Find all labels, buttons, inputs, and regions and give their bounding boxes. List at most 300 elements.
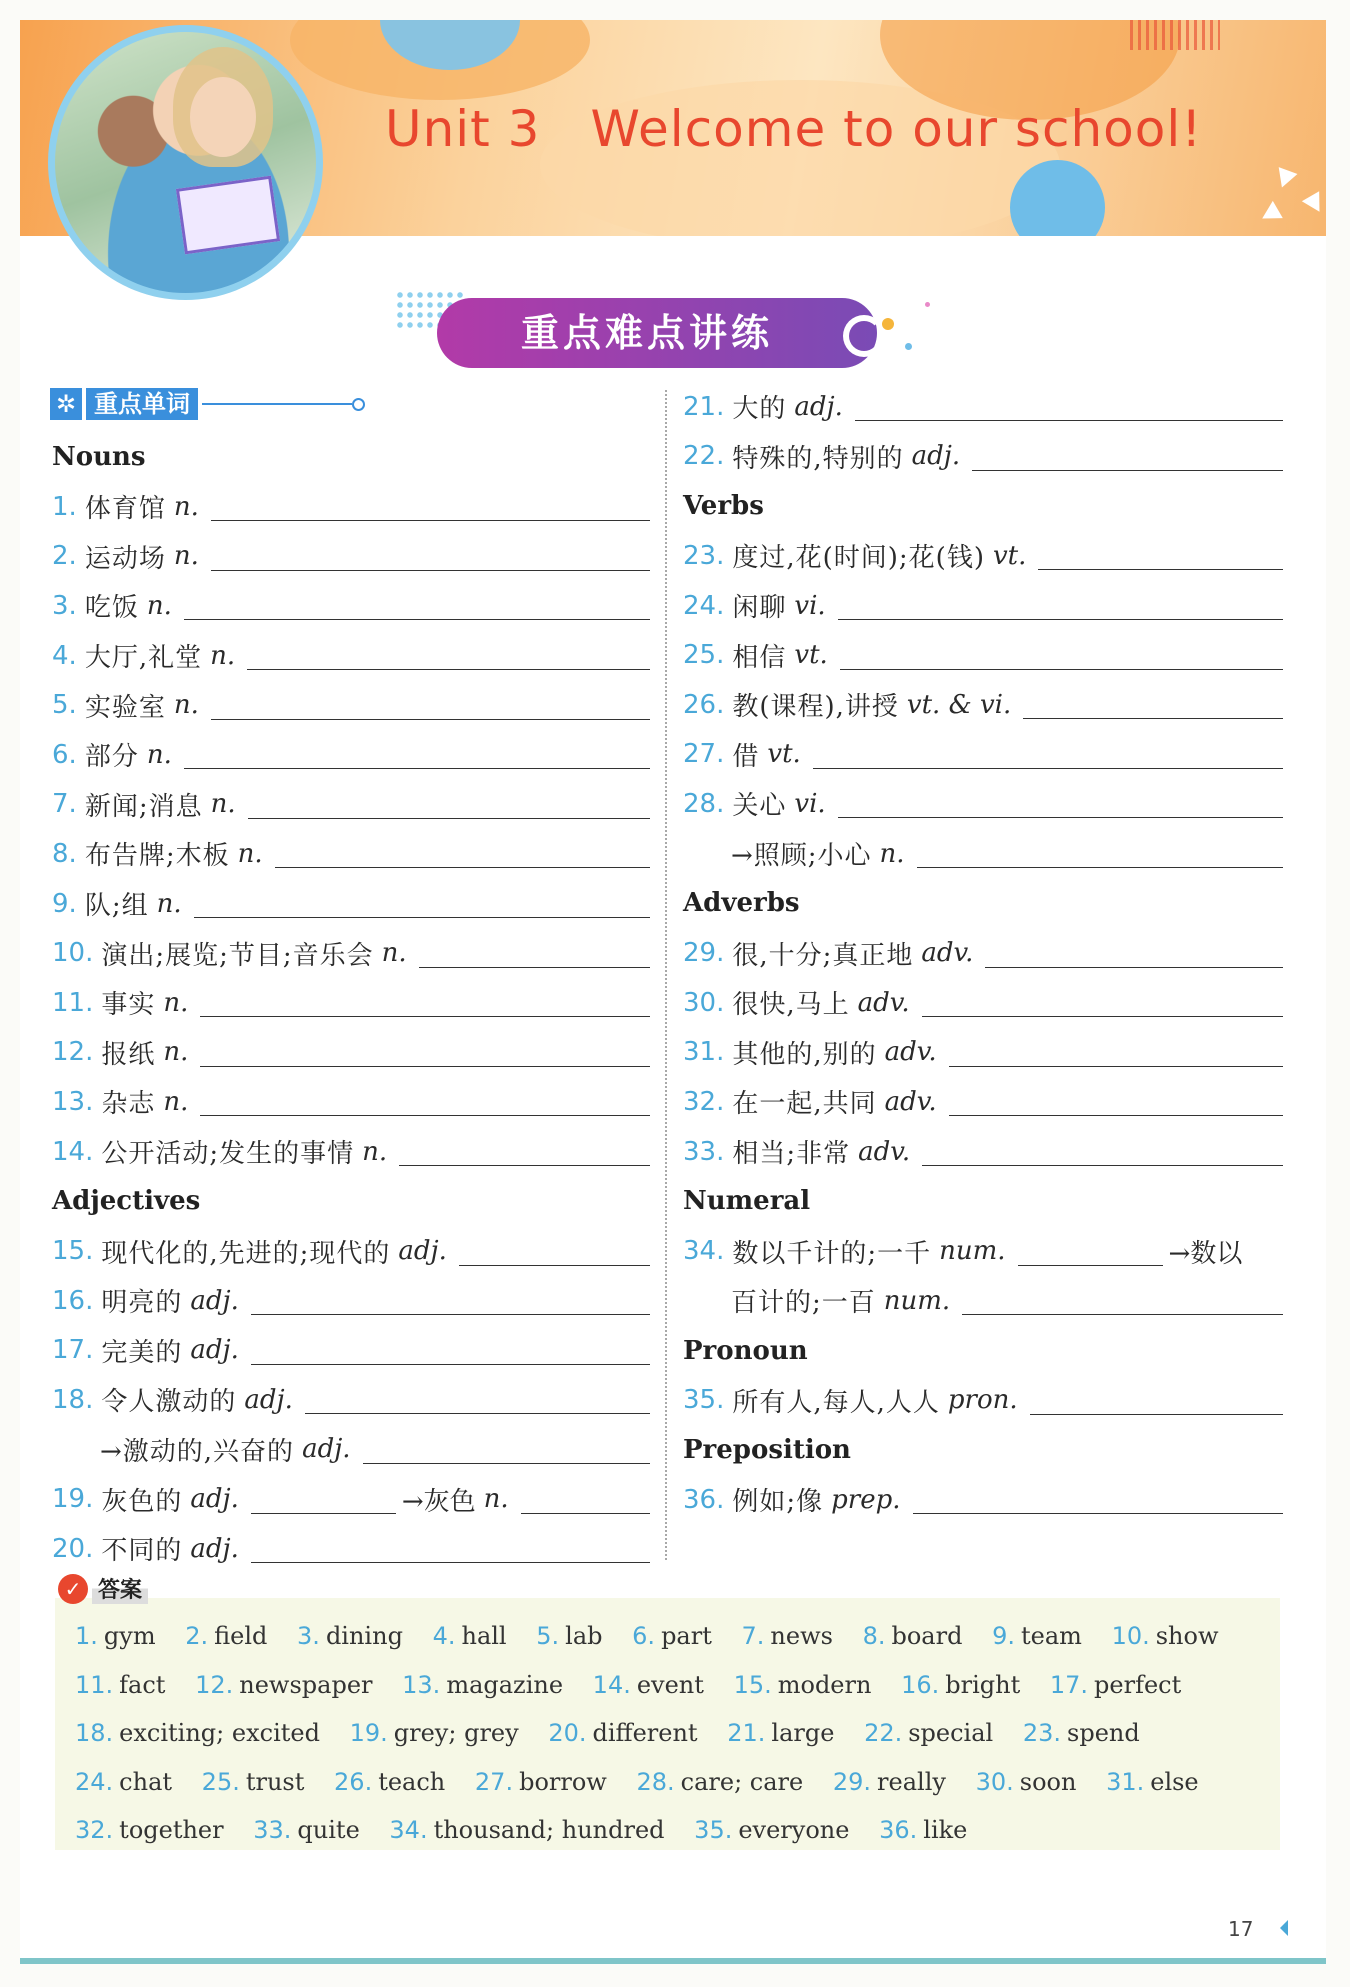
answer-word: exciting; excited [119, 1719, 320, 1747]
answer-entry [475, 1768, 607, 1796]
answer-blank[interactable] [838, 591, 1283, 620]
part-of-speech: adj. [244, 1384, 293, 1415]
answer-blank[interactable] [275, 839, 650, 868]
part-of-speech: n. [163, 1037, 189, 1068]
part-of-speech: n. [483, 1484, 509, 1515]
item-number: 8. [52, 838, 77, 869]
part-of-speech: vt. [794, 640, 828, 671]
item-number: 2. [52, 541, 77, 572]
left-word-list [52, 432, 650, 1573]
chinese-meaning: 教(课程),讲授 [732, 692, 899, 723]
answer-blank[interactable] [251, 1286, 650, 1315]
answer-blank[interactable] [922, 1137, 1283, 1166]
item-number: 7. [52, 789, 77, 820]
vocab-item [52, 829, 650, 879]
part-of-speech: n. [210, 789, 236, 820]
answer-entry [185, 1622, 267, 1650]
vocab-item [683, 779, 1283, 829]
answer-number: 3. [297, 1622, 320, 1650]
answer-word: show [1155, 1622, 1219, 1650]
vocab-item [52, 482, 650, 532]
section-heading: Adjectives [52, 1186, 201, 1217]
item-number: 14. [52, 1136, 94, 1167]
answer-entry [734, 1671, 872, 1699]
answer-blank[interactable] [1023, 690, 1283, 719]
part-of-speech: adv. [857, 987, 910, 1018]
vocab-item [683, 829, 1283, 879]
item-number: 32. [683, 1086, 725, 1117]
part-of-speech: n. [362, 1136, 388, 1167]
answer-entry [402, 1671, 563, 1699]
answer-word: quite [297, 1816, 360, 1844]
chinese-meaning: 很快,马上 [732, 990, 850, 1021]
answer-blank[interactable] [972, 442, 1283, 471]
item-number: 27. [683, 739, 725, 770]
answer-word: bright [945, 1670, 1021, 1699]
answer-blank[interactable] [211, 691, 650, 720]
chinese-meaning: 关心 [732, 791, 787, 822]
part-of-speech: n. [146, 739, 172, 770]
answer-word: magazine [446, 1670, 564, 1699]
answer-word: hall [461, 1622, 507, 1650]
item-number: 5. [52, 690, 77, 721]
answer-entry [694, 1816, 849, 1844]
part-of-speech: n. [381, 938, 407, 969]
item-number: 36. [683, 1484, 725, 1515]
answers-list [75, 1612, 1275, 1855]
part-of-speech: pron. [947, 1385, 1018, 1416]
item-number: 35. [683, 1385, 725, 1416]
answer-number: 11. [75, 1670, 114, 1699]
chinese-meaning: 例如;像 [732, 1487, 824, 1518]
chinese-meaning: 大的 [732, 394, 787, 425]
answer-entry [901, 1671, 1020, 1699]
part-of-speech: n. [210, 640, 236, 671]
chinese-meaning: 完美的 [101, 1337, 183, 1368]
item-number: 19. [52, 1484, 94, 1515]
answer-blank[interactable] [521, 1485, 650, 1514]
column-divider [665, 390, 667, 1560]
part-of-speech: vt. [767, 739, 801, 770]
answer-entry [632, 1622, 712, 1650]
chinese-meaning: 明亮的 [101, 1288, 183, 1319]
vocab-item [52, 1028, 650, 1078]
answer-number: 17. [1049, 1670, 1089, 1699]
part-of-speech: adv. [884, 1086, 937, 1117]
answer-entry [1050, 1671, 1181, 1699]
answer-number: 6. [632, 1622, 656, 1650]
answer-number: 22. [864, 1719, 903, 1747]
answer-number: 16. [901, 1670, 940, 1699]
vocab-item [52, 631, 650, 681]
answer-word: fact [119, 1670, 166, 1699]
vocab-item [52, 1077, 650, 1127]
part-of-speech: num. [883, 1285, 951, 1316]
answer-word: grey; grey [393, 1719, 519, 1747]
vocab-item [683, 581, 1283, 631]
answer-number: 13. [402, 1670, 441, 1699]
vocab-item [683, 432, 1283, 482]
chinese-meaning: 度过,花(时间);花(钱) [732, 543, 985, 574]
answer-blank[interactable] [184, 740, 650, 769]
answer-entry [727, 1719, 834, 1747]
answer-blank[interactable] [985, 939, 1283, 968]
answer-word: thousand; hundred [433, 1816, 665, 1844]
answer-number: 31. [1106, 1767, 1145, 1796]
item-number: 34. [683, 1236, 725, 1267]
sparkle-icon: ✲ [50, 388, 82, 420]
chinese-meaning: 令人激动的 [101, 1387, 237, 1418]
answer-word: chat [119, 1767, 173, 1796]
answer-entry [75, 1768, 172, 1796]
answer-word: perfect [1094, 1670, 1182, 1699]
answer-blank[interactable] [251, 1336, 650, 1365]
answer-number: 1. [75, 1622, 98, 1650]
chinese-meaning: 杂志 [101, 1089, 156, 1120]
part-of-speech: n. [173, 491, 199, 522]
item-number: 3. [52, 590, 77, 621]
answer-blank[interactable] [922, 988, 1283, 1017]
answer-blank[interactable] [211, 492, 650, 521]
answer-number: 5. [536, 1622, 560, 1650]
item-number: 15. [52, 1236, 94, 1267]
answer-word: team [1021, 1622, 1082, 1650]
section-heading: Adverbs [683, 888, 800, 919]
chinese-meaning: 其他的,别的 [732, 1039, 877, 1070]
chinese-meaning: 特殊的,特别的 [732, 443, 904, 474]
chinese-meaning: 很,十分;真正地 [732, 940, 914, 971]
vocab-item [683, 1376, 1283, 1426]
chinese-meaning: 演出;展览;节目;音乐会 [101, 940, 374, 971]
answer-number: 30. [975, 1767, 1014, 1796]
answer-blank[interactable] [184, 591, 650, 620]
key-words-tag [50, 388, 365, 420]
answer-number: 23. [1022, 1719, 1062, 1747]
answer-blank[interactable] [305, 1385, 650, 1414]
answer-blank[interactable] [247, 641, 650, 670]
vocab-item [52, 680, 650, 730]
answer-number: 35. [694, 1816, 733, 1844]
part-of-speech: n. [173, 690, 199, 721]
check-icon: ✓ [58, 1574, 88, 1604]
part-of-speech: adj. [190, 1484, 239, 1515]
vocab-item [52, 581, 650, 631]
chinese-meaning: →照顾;小心 [731, 841, 872, 872]
answer-entry [195, 1671, 372, 1699]
vocab-item [683, 382, 1283, 432]
part-of-speech: num. [939, 1236, 1006, 1267]
answer-word: event [636, 1670, 704, 1699]
page-arrow-icon [1280, 1920, 1288, 1936]
answer-entry [75, 1719, 320, 1747]
answer-blank[interactable] [1018, 1237, 1163, 1266]
answer-entry [389, 1816, 664, 1844]
answer-blank[interactable] [813, 740, 1283, 769]
answer-word: lab [565, 1622, 603, 1650]
answer-blank[interactable] [200, 988, 650, 1017]
answer-word: newspaper [239, 1670, 373, 1699]
item-number: 26. [683, 689, 725, 720]
item-number: 1. [52, 491, 77, 522]
vocab-item [52, 1425, 650, 1475]
unit-name: Welcome to our school! [590, 100, 1203, 158]
vocab-item [52, 1127, 650, 1177]
answer-blank[interactable] [194, 889, 650, 918]
answer-number: 7. [741, 1622, 765, 1650]
item-number: 10. [52, 938, 94, 969]
answer-number: 26. [334, 1767, 373, 1796]
answer-entry [593, 1671, 704, 1699]
chinese-meaning: 借 [732, 741, 760, 772]
section-heading: Pronoun [683, 1335, 808, 1366]
answer-entry [742, 1622, 833, 1650]
right-word-list [683, 382, 1283, 1525]
item-number: 29. [683, 938, 725, 969]
answer-number: 12. [195, 1670, 234, 1699]
vocab-item [683, 531, 1283, 581]
section-heading: Preposition [683, 1435, 851, 1466]
vocab-item [683, 1276, 1283, 1326]
part-of-speech: vt. [992, 540, 1027, 571]
answer-word: care; care [680, 1767, 804, 1796]
answer-word: dining [325, 1622, 403, 1650]
section-heading: Verbs [683, 491, 764, 522]
answer-entry [863, 1622, 963, 1650]
vocab-item [683, 1475, 1283, 1525]
part-of-speech: vt. & vi. [906, 689, 1012, 720]
answer-blank[interactable] [855, 392, 1283, 421]
vocab-item [52, 1474, 650, 1524]
part-of-speech: prep. [831, 1484, 901, 1515]
chinese-meaning: 在一起,共同 [732, 1089, 877, 1120]
answer-entry [1112, 1622, 1219, 1650]
answer-blank[interactable] [949, 1087, 1283, 1116]
vocab-item [52, 1375, 650, 1425]
answer-entry [636, 1768, 803, 1796]
answer-blank[interactable] [419, 939, 650, 968]
chinese-meaning: 灰色的 [101, 1486, 183, 1517]
answer-word: modern [777, 1670, 872, 1699]
answers-label: 答案 [92, 1573, 148, 1604]
chinese-meaning: 运动场 [84, 543, 166, 574]
answer-number: 28. [636, 1767, 675, 1796]
answer-blank[interactable] [913, 1485, 1284, 1514]
vocab-item [683, 730, 1283, 780]
answer-blank[interactable] [399, 1137, 650, 1166]
chinese-meaning: 队;组 [84, 891, 149, 922]
vocab-item [52, 780, 650, 830]
chinese-meaning: 部分 [84, 742, 139, 773]
item-number: 33. [683, 1136, 725, 1167]
vocab-item [683, 1226, 1283, 1276]
answer-blank[interactable] [459, 1237, 650, 1266]
answer-number: 27. [474, 1767, 514, 1796]
part-of-speech: vi. [794, 788, 826, 819]
part-of-speech: n. [237, 838, 263, 869]
vocab-item [683, 928, 1283, 978]
vocab-item [52, 879, 650, 929]
item-number: 18. [52, 1384, 94, 1415]
answer-number: 32. [75, 1816, 114, 1844]
chinese-meaning: 布告牌;木板 [84, 841, 230, 872]
part-of-speech: adj. [911, 441, 961, 472]
item-number: 11. [52, 987, 94, 1018]
answer-number: 10. [1111, 1622, 1150, 1650]
answer-blank[interactable] [248, 790, 650, 819]
answer-word: trust [245, 1767, 305, 1796]
answer-entry [334, 1768, 445, 1796]
vocab-item [683, 630, 1283, 680]
vocab-item [683, 1077, 1283, 1127]
part-of-speech: adj. [398, 1236, 447, 1267]
answer-number: 34. [389, 1816, 428, 1844]
answer-blank[interactable] [211, 542, 650, 571]
item-number: 28. [683, 788, 725, 819]
answer-number: 36. [879, 1816, 918, 1844]
section-heading: Numeral [683, 1186, 811, 1217]
item-number: 6. [52, 739, 77, 770]
answer-entry [350, 1719, 519, 1747]
derived-form: →灰色 [401, 1486, 476, 1517]
answer-entry [548, 1719, 697, 1747]
answer-blank[interactable] [200, 1038, 650, 1067]
chinese-meaning: 不同的 [101, 1536, 183, 1567]
answer-blank[interactable] [200, 1087, 650, 1116]
answer-entry [1023, 1719, 1140, 1747]
answer-number: 18. [75, 1719, 114, 1747]
item-number: 20. [52, 1533, 94, 1564]
item-number: 16. [52, 1285, 94, 1316]
bottom-bar [20, 1958, 1326, 1964]
part-of-speech: adj. [302, 1434, 351, 1465]
item-number: 4. [52, 640, 77, 671]
chinese-meaning: 相当;非常 [732, 1139, 851, 1170]
item-number: 13. [52, 1086, 94, 1117]
vocab-item [52, 1524, 650, 1574]
part-of-speech: adv. [858, 1136, 911, 1167]
item-number: 17. [52, 1335, 94, 1366]
item-number: 24. [683, 590, 725, 621]
vocab-item [683, 1127, 1283, 1177]
chinese-meaning: 所有人,每人,人人 [732, 1387, 940, 1418]
answer-entry [536, 1622, 602, 1650]
students-photo [48, 25, 323, 300]
answer-number: 15. [733, 1670, 772, 1699]
vocab-item [683, 1028, 1283, 1078]
vocab-item [52, 532, 650, 582]
answer-entry [253, 1816, 360, 1844]
answer-blank[interactable] [838, 789, 1283, 818]
answer-word: field [214, 1622, 268, 1650]
answer-number: 19. [349, 1719, 388, 1747]
vocab-item [52, 1326, 650, 1376]
answer-blank[interactable] [962, 1286, 1283, 1315]
answer-entry [202, 1768, 305, 1796]
part-of-speech: n. [156, 888, 182, 919]
answer-entry [75, 1816, 224, 1844]
section-heading: Nouns [52, 442, 146, 472]
answer-blank[interactable] [1030, 1386, 1283, 1415]
part-of-speech: adj. [794, 391, 843, 422]
chinese-meaning: 现代化的,先进的;现代的 [101, 1238, 391, 1269]
chinese-meaning: 新闻;消息 [84, 791, 203, 822]
answer-number: 9. [992, 1622, 1015, 1650]
answer-word: gym [103, 1622, 156, 1650]
part-of-speech: adv. [921, 938, 974, 969]
answer-entry [1106, 1768, 1199, 1796]
vocab-item [52, 978, 650, 1028]
answer-number: 14. [592, 1670, 631, 1699]
answer-entry [879, 1816, 967, 1844]
part-of-speech: adj. [190, 1533, 239, 1564]
answer-word: different [592, 1719, 698, 1747]
chinese-meaning: 闲聊 [732, 593, 787, 624]
answer-entry [297, 1622, 403, 1650]
vocab-item [52, 730, 650, 780]
page-number: 17 [1228, 1917, 1254, 1941]
answer-word: else [1150, 1767, 1199, 1796]
answer-blank[interactable] [363, 1435, 650, 1464]
answer-word: news [770, 1622, 833, 1650]
answer-number: 21. [727, 1719, 766, 1747]
chinese-meaning: 体育馆 [84, 494, 166, 525]
answer-word: really [877, 1767, 946, 1796]
item-number: 30. [683, 987, 725, 1018]
answer-word: spend [1067, 1719, 1140, 1747]
key-words-label: 重点单词 [86, 388, 198, 420]
answer-blank[interactable] [949, 1038, 1283, 1067]
chinese-meaning: 实验室 [84, 692, 166, 723]
answer-word: special [908, 1719, 994, 1747]
item-number: 21. [683, 391, 725, 422]
item-number: 9. [52, 888, 77, 919]
part-of-speech: adv. [884, 1037, 937, 1068]
answer-entry [976, 1768, 1077, 1796]
derived-form: →数以 [1168, 1238, 1243, 1269]
answer-number: 24. [75, 1767, 114, 1796]
answer-number: 2. [185, 1622, 209, 1650]
answer-blank[interactable] [1038, 541, 1283, 570]
section-title: 重点难点讲练 [520, 311, 773, 355]
part-of-speech: n. [146, 590, 172, 621]
answer-blank[interactable] [917, 839, 1283, 868]
item-number: 23. [683, 540, 725, 571]
part-of-speech: adj. [190, 1335, 239, 1366]
answer-entry [75, 1622, 156, 1650]
answer-word: everyone [738, 1816, 850, 1844]
answer-number: 4. [432, 1622, 456, 1650]
answer-entry [433, 1622, 507, 1650]
vocab-item [683, 978, 1283, 1028]
part-of-speech: n. [173, 541, 199, 572]
item-number: 25. [683, 640, 725, 671]
part-of-speech: n. [879, 838, 905, 869]
chinese-meaning: 公开活动;发生的事情 [101, 1139, 355, 1170]
vocab-item [52, 1226, 650, 1276]
answer-entry [992, 1622, 1082, 1650]
answer-word: large [771, 1719, 835, 1747]
answer-word: teach [378, 1767, 446, 1796]
answer-number: 25. [201, 1767, 240, 1796]
part-of-speech: vi. [794, 590, 826, 621]
answer-word: board [891, 1622, 963, 1650]
answer-blank[interactable] [840, 641, 1283, 670]
chinese-meaning: 报纸 [101, 1039, 156, 1070]
chinese-meaning: 百计的;一百 [731, 1288, 876, 1319]
answer-blank[interactable] [251, 1534, 650, 1563]
answer-word: part [661, 1622, 712, 1650]
answer-blank[interactable] [251, 1485, 396, 1514]
